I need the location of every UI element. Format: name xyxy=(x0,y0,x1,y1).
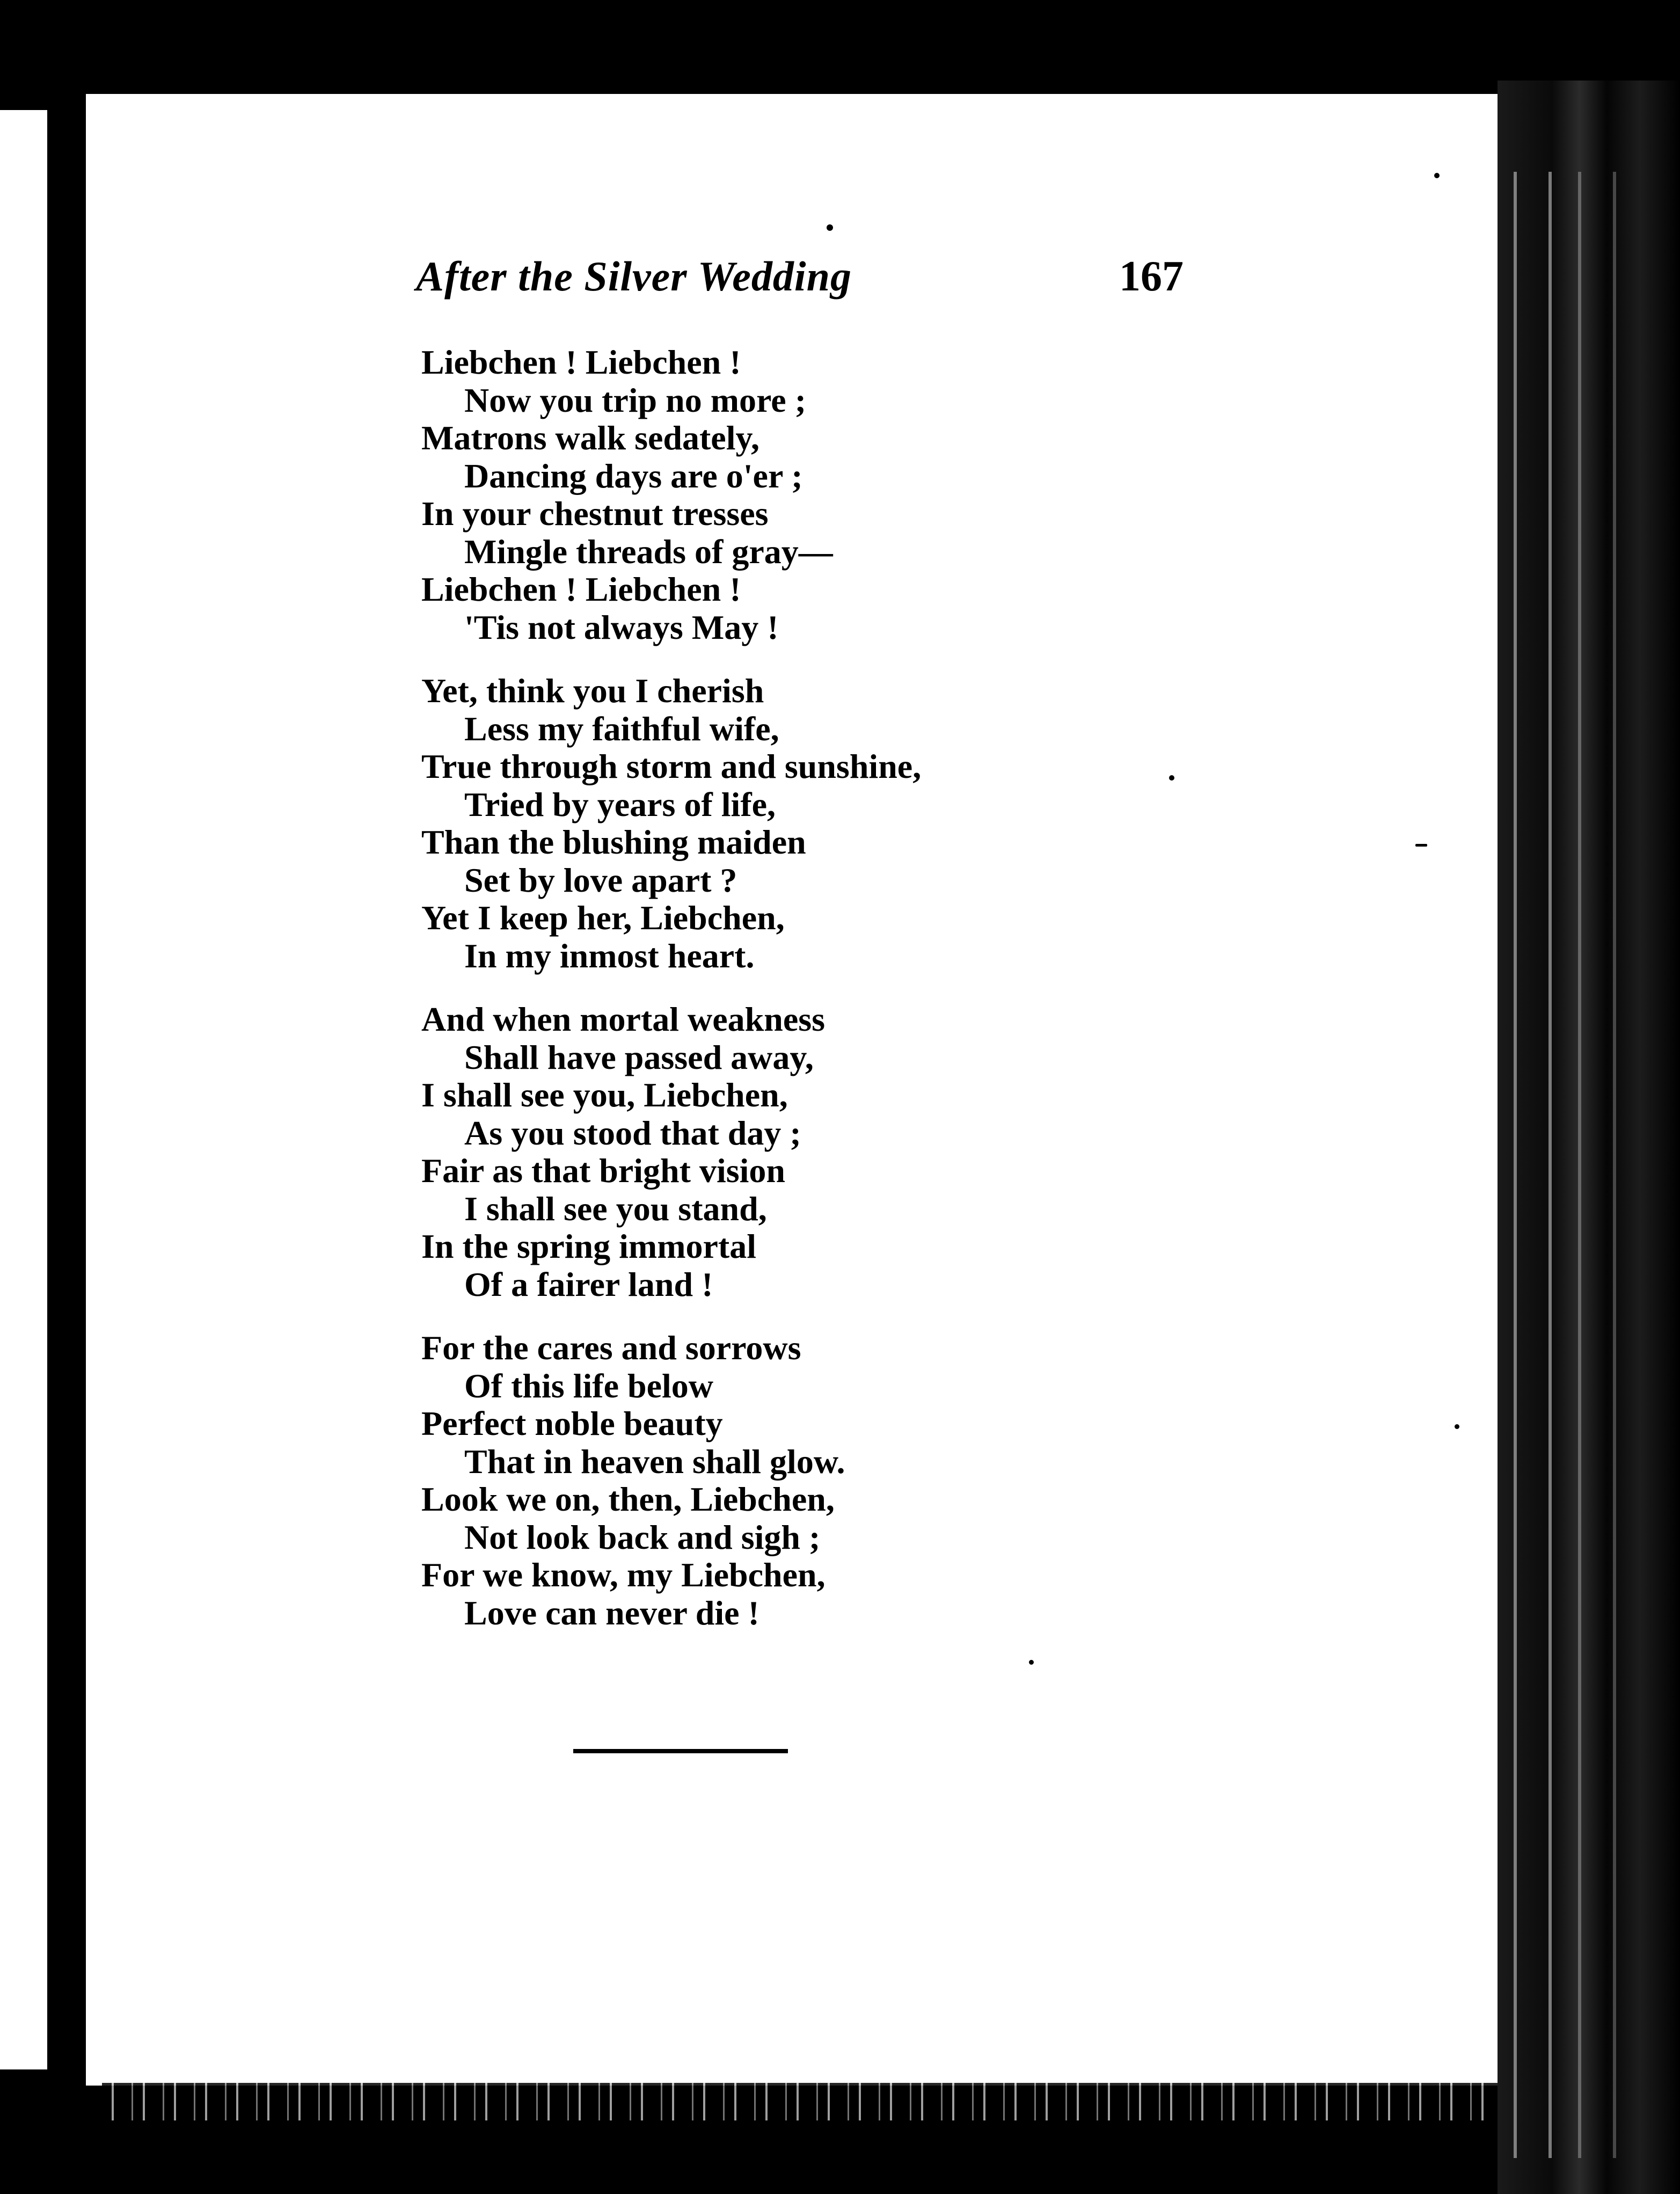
poem-line: Not look back and sigh ; xyxy=(464,1518,821,1556)
poem-line: Of a fairer land ! xyxy=(464,1265,713,1303)
scan-speck xyxy=(1434,173,1440,178)
poem-line: Dancing days are o'er ; xyxy=(464,456,803,495)
poem-line: 'Tis not always May ! xyxy=(464,608,779,646)
poem-line: I shall see you, Liebchen, xyxy=(421,1076,788,1114)
page-gutter-shadow xyxy=(1498,81,1680,2194)
gutter-streak xyxy=(1613,172,1616,2158)
poem-line: And when mortal weakness xyxy=(421,1000,826,1038)
poem-line: Fair as that bright vision xyxy=(421,1151,785,1190)
poem-line: Mingle threads of gray— xyxy=(464,532,833,571)
poem-line: Shall have passed away, xyxy=(464,1038,814,1076)
poem-line: For we know, my Liebchen, xyxy=(421,1556,826,1594)
poem-line: True through storm and sunshine, xyxy=(421,747,922,785)
poem-line: Of this life below xyxy=(464,1366,713,1405)
stanza xyxy=(421,1001,1226,1303)
scan-speck xyxy=(1029,1660,1034,1665)
end-rule xyxy=(573,1749,788,1753)
poem-line: Perfect noble beauty xyxy=(421,1404,723,1442)
page-header xyxy=(416,252,1184,317)
scan-speck xyxy=(1415,844,1427,847)
running-title: After the Silver Wedding xyxy=(416,253,852,300)
poem-line: That in heaven shall glow. xyxy=(464,1442,845,1481)
poem-line: In my inmost heart. xyxy=(464,936,755,975)
poem-line: Look we on, then, Liebchen, xyxy=(421,1480,835,1518)
gutter-streak xyxy=(1548,172,1552,2158)
poem-line: In your chestnut tresses xyxy=(421,494,769,533)
scan-speck xyxy=(1455,1424,1459,1429)
scan-speck xyxy=(827,224,833,231)
poem-line: Matrons walk sedately, xyxy=(421,419,759,457)
poem-line: Tried by years of life, xyxy=(464,785,776,823)
poem-line: Love can never die ! xyxy=(464,1593,759,1632)
poem-line: For the cares and sorrows xyxy=(421,1329,801,1367)
facing-page-edge xyxy=(0,110,47,2069)
page-number: 167 xyxy=(1119,253,1184,300)
poem-line: Now you trip no more ; xyxy=(464,381,806,419)
poem-line: As you stood that day ; xyxy=(464,1113,801,1152)
poem-line: I shall see you stand, xyxy=(464,1189,767,1228)
stanza xyxy=(421,672,1226,975)
poem-line: Less my faithful wife, xyxy=(464,709,779,748)
poem-line: Than the blushing maiden xyxy=(421,823,806,861)
poem-line: Yet, think you I cherish xyxy=(421,672,764,710)
poem-line: Set by love apart ? xyxy=(464,861,737,899)
stanza xyxy=(421,344,1226,646)
poem-body xyxy=(421,344,1226,1658)
page-bottom-edge xyxy=(102,2083,1498,2120)
stanza xyxy=(421,1329,1226,1632)
poem-line: In the spring immortal xyxy=(421,1227,756,1265)
gutter-streak xyxy=(1578,172,1581,2158)
poem-line: Yet I keep her, Liebchen, xyxy=(421,899,785,937)
poem-line: Liebchen ! Liebchen ! xyxy=(421,570,741,608)
poem-line: Liebchen ! Liebchen ! xyxy=(421,343,741,381)
gutter-streak xyxy=(1514,172,1517,2158)
